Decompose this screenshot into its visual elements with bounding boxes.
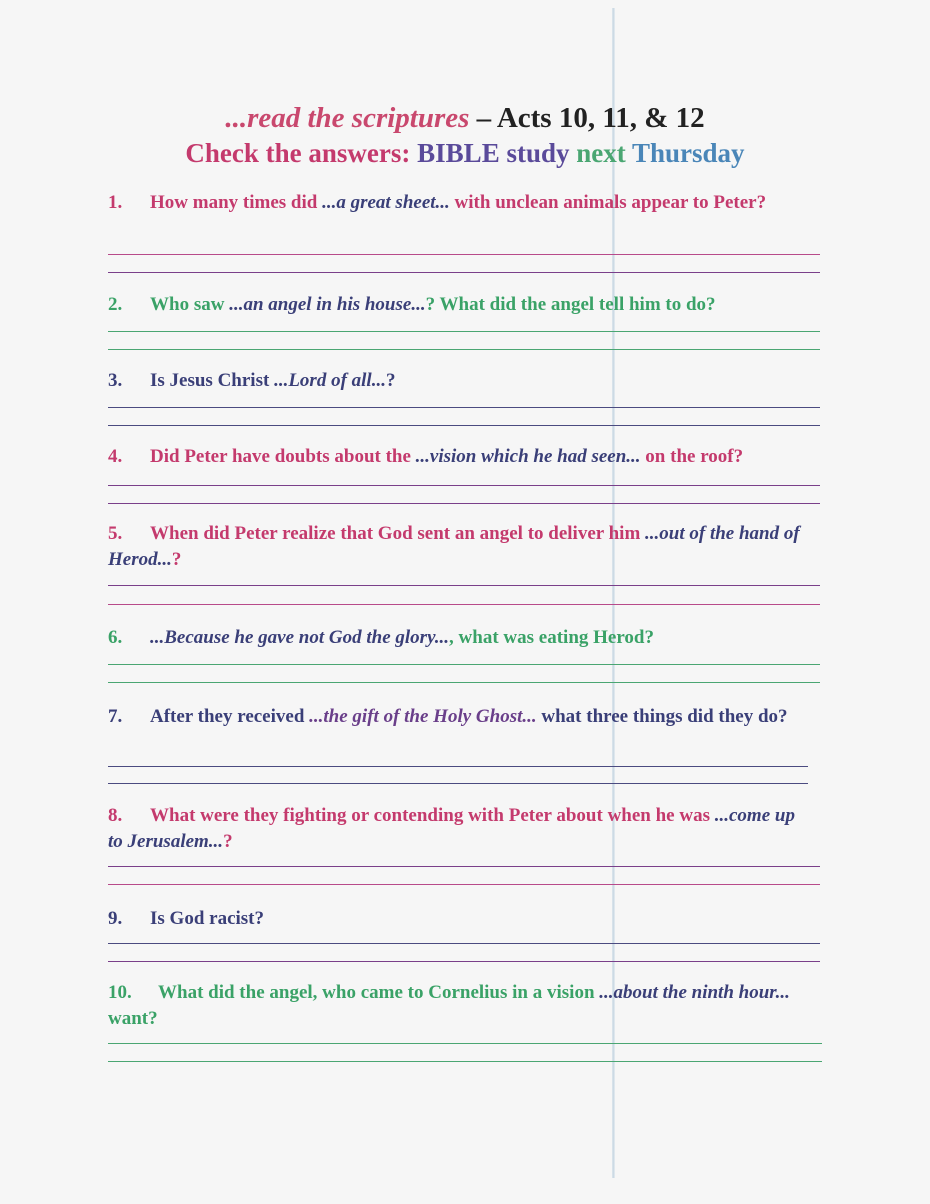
question-quote: ...Lord of all...: [274, 370, 386, 391]
question-10: [108, 980, 820, 1032]
answer-line[interactable]: [108, 682, 820, 683]
question-text-end: want?: [108, 1008, 158, 1029]
question-number: 5.: [108, 523, 123, 544]
question-9: [108, 906, 813, 932]
title-dash: –: [469, 102, 497, 134]
answer-line[interactable]: [108, 331, 820, 332]
worksheet-subtitle: [0, 136, 930, 170]
question-text-end: ?: [385, 370, 396, 391]
question-number: 4.: [108, 446, 123, 467]
question-text: How many times did: [150, 192, 323, 213]
answer-line[interactable]: [108, 349, 820, 350]
question-number: 10.: [108, 982, 132, 1003]
question-text: What did the angel, who came to Cornelius in a vision: [158, 982, 600, 1003]
question-text-end: ? What did the angel tell him to do?: [425, 294, 716, 315]
question-number: 9.: [108, 908, 123, 929]
answer-line[interactable]: [108, 943, 820, 944]
question-text-end: , what was eating Herod?: [449, 627, 655, 648]
question-quote: ...the gift of the Holy Ghost...: [309, 706, 537, 727]
question-number: 3.: [108, 370, 123, 391]
question-quote: ...vision which he had seen...: [415, 446, 641, 467]
worksheet-title: [0, 100, 930, 136]
question-number: 1.: [108, 192, 123, 213]
answer-line[interactable]: [108, 664, 820, 665]
question-quote: ...a great sheet...: [322, 192, 450, 213]
question-text: Who saw: [150, 294, 230, 315]
question-5: [108, 521, 820, 573]
question-1: [108, 190, 813, 216]
subtitle-thursday: Thursday: [632, 138, 745, 168]
question-text: What were they fighting or contending with Peter about when he was: [150, 805, 715, 826]
subtitle-bible: BIBLE study: [417, 138, 577, 168]
question-4: [108, 444, 828, 470]
question-quote: ...about the ninth hour...: [599, 982, 790, 1003]
question-quote: ...out of the hand of Herod...: [108, 523, 800, 570]
question-number: 8.: [108, 805, 123, 826]
answer-line[interactable]: [108, 503, 820, 504]
answer-line[interactable]: [108, 866, 820, 867]
answer-line[interactable]: [108, 425, 820, 426]
answer-line[interactable]: [108, 604, 820, 605]
answer-line[interactable]: [108, 766, 808, 767]
answer-line[interactable]: [108, 485, 820, 486]
answer-line[interactable]: [108, 884, 820, 885]
answer-line[interactable]: [108, 783, 808, 784]
question-text-end: what three things did they do?: [536, 706, 788, 727]
question-text-end: ?: [171, 549, 182, 570]
answer-line[interactable]: [108, 1061, 822, 1062]
answer-line[interactable]: [108, 407, 820, 408]
question-2: [108, 292, 828, 318]
question-quote: ...come up to Jerusalem...: [108, 805, 795, 852]
question-quote: ...an angel in his house...: [229, 294, 426, 315]
answer-line[interactable]: [108, 961, 820, 962]
answer-line[interactable]: [108, 585, 820, 586]
title-italic: ...read the scriptures: [225, 102, 470, 134]
answer-line[interactable]: [108, 254, 820, 255]
question-quote: ...Because he gave not God the glory...: [150, 627, 450, 648]
question-text: Is God racist?: [150, 908, 264, 929]
question-8: [108, 803, 808, 855]
question-text-end: on the roof?: [640, 446, 744, 467]
question-3: [108, 368, 813, 394]
question-text: When did Peter realize that God sent an angel to deliver him: [150, 523, 646, 544]
question-text: Is Jesus Christ: [150, 370, 275, 391]
question-number: 6.: [108, 627, 123, 648]
question-7: [108, 704, 808, 730]
subtitle-next: next: [576, 138, 632, 168]
question-number: 2.: [108, 294, 123, 315]
question-6: [108, 625, 813, 651]
answer-line[interactable]: [108, 272, 820, 273]
question-text-end: ?: [223, 831, 233, 852]
question-text: After they received: [150, 706, 310, 727]
question-number: 7.: [108, 706, 123, 727]
question-text-end: with unclean animals appear to Peter?: [449, 192, 767, 213]
title-reference: Acts 10, 11, & 12: [496, 102, 705, 134]
question-text: Did Peter have doubts about the: [150, 446, 416, 467]
subtitle-check: Check the answers:: [185, 138, 418, 168]
answer-line[interactable]: [108, 1043, 822, 1044]
